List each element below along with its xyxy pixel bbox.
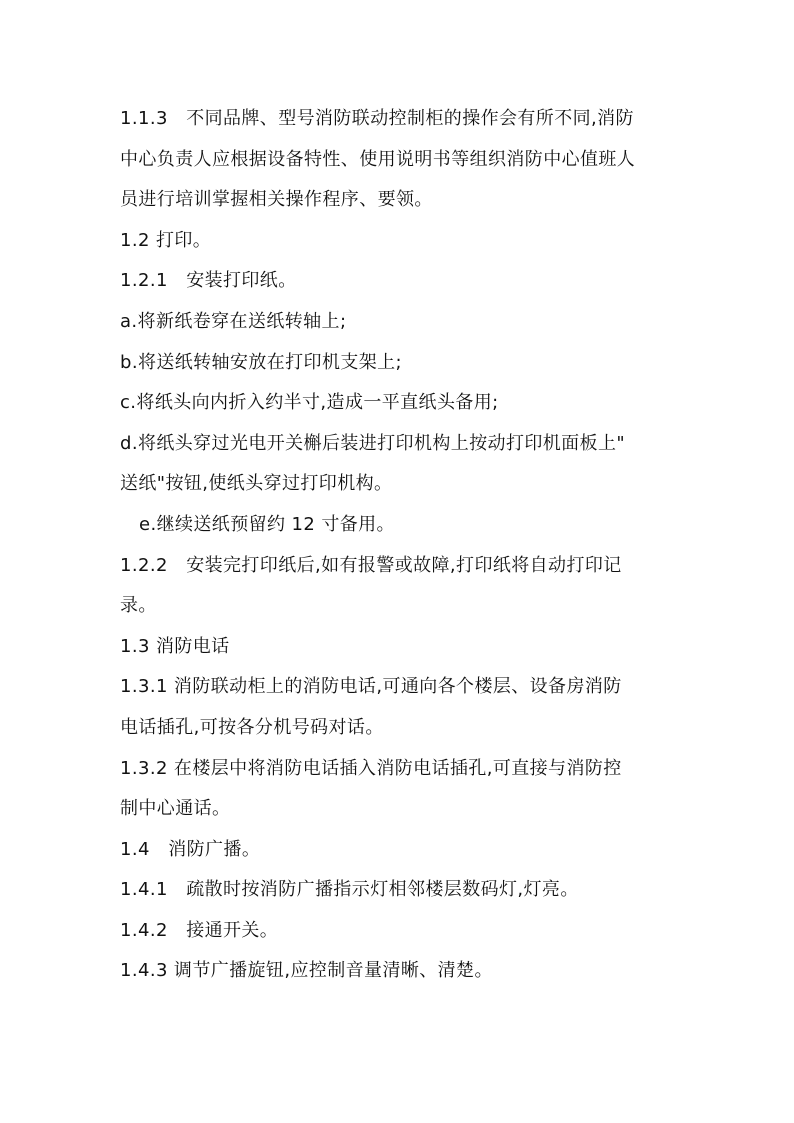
- paragraph-1-3-1-line-2: 电话插孔,可按各分机号码对话。: [120, 716, 384, 738]
- paragraph-1-3-1-line-1: 1.3.1 消防联动柜上的消防电话,可通向各个楼层、设备房消防: [120, 676, 622, 698]
- paragraph-1-1-3-line-1: 1.1.3 不同品牌、型号消防联动控制柜的操作会有所不同,消防: [120, 108, 634, 129]
- step-a: a.将新纸卷穿在送纸转轴上;: [120, 310, 347, 332]
- step-b: b.将送纸转轴安放在打印机支架上;: [120, 351, 403, 373]
- paragraph-1-4-2: 1.4.2 接通开关。: [120, 919, 279, 941]
- paragraph-1-2-2-line-1: 1.2.2 安装完打印纸后,如有报警或故障,打印纸将自动打印记: [120, 554, 622, 576]
- heading-1-2: 1.2 打印。: [120, 229, 212, 251]
- step-d-line-2: 送纸"按钮,使纸头穿过打印机构。: [120, 473, 393, 495]
- heading-1-2-1: 1.2.1 安装打印纸。: [120, 270, 297, 292]
- step-c: c.将纸头向内折入约半寸,造成一平直纸头备用;: [120, 392, 499, 414]
- paragraph-1-1-3-line-3: 员进行培训掌握相关操作程序、要领。: [120, 189, 433, 211]
- heading-1-4: 1.4 消防广播。: [120, 838, 261, 860]
- document-body: [120, 99, 680, 992]
- paragraph-1-3-2-line-2: 制中心通话。: [120, 798, 231, 820]
- heading-1-3: 1.3 消防电话: [120, 635, 230, 657]
- paragraph-1-3-2-line-1: 1.3.2 在楼层中将消防电话插入消防电话插孔,可直接与消防控: [120, 757, 622, 779]
- paragraph-1-2-2-line-2: 录。: [120, 595, 157, 617]
- step-d-line-1: d.将纸头穿过光电开关槲后装进打印机构上按动打印机面板上": [120, 432, 626, 454]
- paragraph-1-4-1: 1.4.1 疏散时按消防广播指示灯相邻楼层数码灯,灯亮。: [120, 879, 579, 901]
- paragraph-1-4-3: 1.4.3 调节广播旋钮,应控制音量清晰、清楚。: [120, 960, 493, 982]
- paragraph-1-1-3-line-2: 中心负责人应根据设备特性、使用说明书等组织消防中心值班人: [120, 148, 636, 170]
- step-e: e.继续送纸预留约 12 寸备用。: [139, 513, 395, 535]
